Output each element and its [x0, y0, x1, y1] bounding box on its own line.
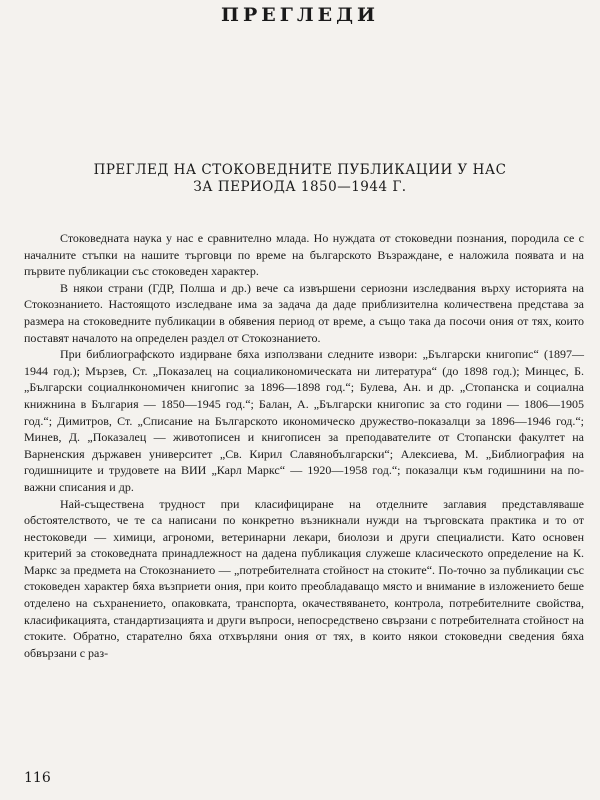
running-head: ПРЕГЛЕДИ: [221, 4, 379, 26]
paragraph-1: Стоковедната наука у нас е сравнително млада. Но нуждата от стоковедни познания, породила се с началните стъпки на нашите търговци по време на българското Възраждане, е наложила появата и на първите публикации със стоковеден характер.: [24, 231, 584, 279]
article-title: [40, 162, 560, 196]
paragraph-4: Най-съществена трудност при класифициране на отделните заглавия представляваше обстоятелството, че те са написани по конкретно възникнали нужди на търговската практика и то от нестоковеди — химици, агрономи, ветеринарни лекари, биолози и други специалисти. Като основен критерий за стоковедната принадлежност на дадена публикация служеше класическото определение на К. Маркс за предмета на Стокознанието — „потребителната стойност на стоките“. По-точно за публикации със стоковеден характер бяха възприети ония, при които преобладаващо място и внимание в изложението беше отделено на съхранението, опаковката, транспорта, окачествяването, контрола, потребителните свойства, класификацията, стандартизацията и други въпроси, непосредствено свързани с потребителната стойност на стоките. Обратно, старателно бяха отхвърляни ония от тях, в които някои стоковедни сведения бяха обвързани с раз-: [24, 496, 584, 660]
paragraph-3: При библиографското издирване бяха използвани следните извори: „Български книгопис“ (1897—1944 год.); Мързев, Ст. „Показалец на социаликономическата ни литература“ (до 1898 год.); Минцес, Б. „Български социалнкономичен книгопис за 1896—1898 год.“; Булева, Ан. и др. „Стопанска и социална книжнина в България — 1850—1945 год.“; Балан, А. „Български книгопис за сто години — 1806—1905 год.“; Димитров, Ст. „Списание на Българското икономическо дружество-показалци за 1896—1946 год.“; Минев, Д. „Показалец — животописен и книгописен за преподавателите от Стопански факултет на Варненския държавен университет „Св. Кирил Славянобългарски“; Алексиева, М. „Библиография на годишниците и трудовете на ВИИ „Карл Маркс“ — 1920—1958 год.“; показалци към годишнини на по-важни списания и др.: [24, 347, 584, 494]
page-number: 116: [24, 770, 51, 786]
paragraph-2: В някои страни (ГДР, Полша и др.) вече са извършени сериозни изследвания върху историята на Стокознанието. Настоящото изследване има за задача да даде приблизителна количествена представа за размера на стоковедните публикации в обявения период от време, а също така да посочи ония от тях, които поставят началото на определен раздел от Стокознанието.: [24, 280, 584, 345]
article-body: [24, 230, 584, 661]
article-title-line-2: ЗА ПЕРИОДА 1850—1944 Г.: [193, 179, 407, 195]
article-title-line-1: ПРЕГЛЕД НА СТОКОВЕДНИТЕ ПУБЛИКАЦИИ У НАС: [93, 162, 507, 178]
